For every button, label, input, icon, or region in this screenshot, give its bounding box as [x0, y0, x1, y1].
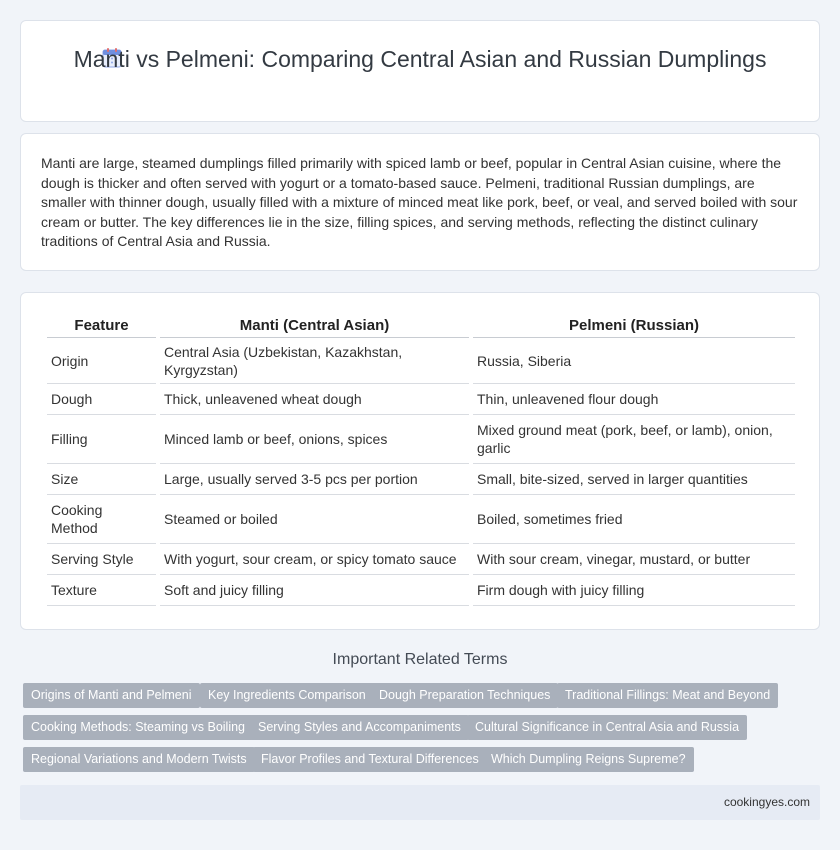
- related-term-tag[interactable]: Which Dumpling Reigns Supreme?: [483, 747, 694, 772]
- comparison-table: [43, 315, 799, 606]
- related-terms-heading: Important Related Terms: [332, 651, 508, 668]
- column-header-pelmeni: Pelmeni (Russian): [473, 315, 795, 338]
- column-header-feature: Feature: [47, 315, 156, 338]
- related-term-tag[interactable]: Regional Variations and Modern Twists: [23, 747, 255, 772]
- feature-cell: Dough: [47, 384, 156, 415]
- table-row: [47, 495, 795, 544]
- feature-cell: Serving Style: [47, 544, 156, 575]
- column-header-manti: Manti (Central Asian): [160, 315, 469, 338]
- pelmeni-cell: Thin, unleavened flour dough: [473, 384, 795, 415]
- manti-cell: Thick, unleavened wheat dough: [160, 384, 469, 415]
- manti-cell: Large, usually served 3-5 pcs per portion: [160, 464, 469, 495]
- pelmeni-cell: Boiled, sometimes fried: [473, 495, 795, 544]
- comparison-table-card: [20, 292, 820, 630]
- page-title: Manti vs Pelmeni: Comparing Central Asian and Russian Dumplings: [73, 46, 767, 72]
- table-row: [47, 384, 795, 415]
- related-term-tag[interactable]: Cultural Significance in Central Asia and Russia: [467, 715, 747, 740]
- table-header-row: [47, 315, 795, 338]
- pelmeni-cell: Firm dough with juicy filling: [473, 575, 795, 606]
- feature-cell: Filling: [47, 415, 156, 464]
- manti-cell: Minced lamb or beef, onions, spices: [160, 415, 469, 464]
- footer: [20, 785, 820, 820]
- table-row: [47, 544, 795, 575]
- intro-card: [20, 133, 820, 271]
- feature-cell: Texture: [47, 575, 156, 606]
- manti-cell: Central Asia (Uzbekistan, Kazakhstan, Kyrgyzstan): [160, 338, 469, 384]
- related-term-tag[interactable]: Key Ingredients Comparison: [200, 683, 374, 708]
- related-term-tag[interactable]: Flavor Profiles and Textural Differences: [253, 747, 487, 772]
- pelmeni-cell: With sour cream, vinegar, mustard, or butter: [473, 544, 795, 575]
- table-row: [47, 575, 795, 606]
- pelmeni-cell: Small, bite-sized, served in larger quantities: [473, 464, 795, 495]
- related-term-tag[interactable]: Cooking Methods: Steaming vs Boiling: [23, 715, 253, 740]
- related-term-tag[interactable]: Serving Styles and Accompaniments: [250, 715, 469, 740]
- related-term-tag[interactable]: Origins of Manti and Pelmeni: [23, 683, 200, 708]
- feature-cell: Origin: [47, 338, 156, 384]
- manti-cell: With yogurt, sour cream, or spicy tomato sauce: [160, 544, 469, 575]
- manti-cell: Steamed or boiled: [160, 495, 469, 544]
- pelmeni-cell: Mixed ground meat (pork, beef, or lamb), onion, garlic: [473, 415, 795, 464]
- table-row: [47, 338, 795, 384]
- table-row: [47, 464, 795, 495]
- intro-paragraph: Manti are large, steamed dumplings filled primarily with spiced lamb or beef, popular in Central Asian cuisine, where the dough is thicker and often served with yogurt or a tomato-based sauce. Pelmeni, traditional Russian dumplings, are smaller with thinner dough, usually filled with a mixture of minced meat like pork, beef, or veal, and served boiled with sour cream or butter. The key differences lie in the size, filling spices, and serving methods, reflecting the distinct culinary traditions of Central Asia and Russia.: [41, 155, 798, 250]
- title-card: [20, 20, 820, 122]
- table-row: [47, 415, 795, 464]
- related-term-tag[interactable]: Dough Preparation Techniques: [371, 683, 558, 708]
- related-term-tag[interactable]: Traditional Fillings: Meat and Beyond: [557, 683, 778, 708]
- pelmeni-cell: Russia, Siberia: [473, 338, 795, 384]
- footer-site-name: cookingyes.com: [723, 795, 810, 809]
- manti-cell: Soft and juicy filling: [160, 575, 469, 606]
- feature-cell: Size: [47, 464, 156, 495]
- feature-cell: Cooking Method: [47, 495, 156, 544]
